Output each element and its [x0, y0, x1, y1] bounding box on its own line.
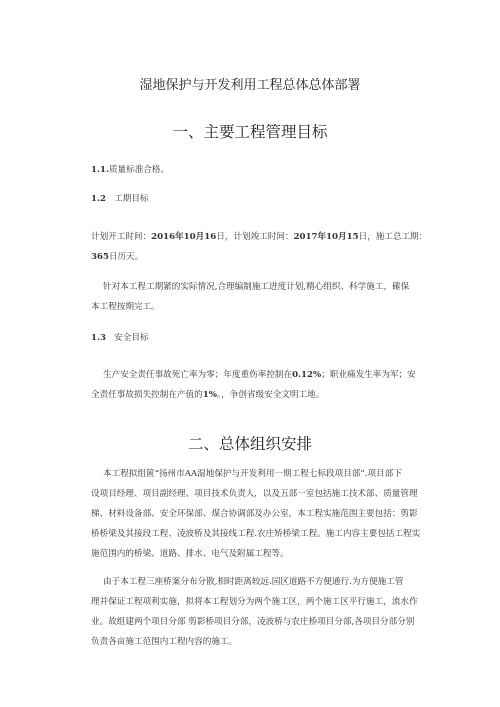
safety-line-1: [103, 368, 443, 380]
paragraph-line: 负责各亩施工范围内工程内容的施工。: [91, 637, 238, 647]
injury-rate: 0.12%: [292, 370, 322, 380]
end-label: 日，计划竣工时间：: [216, 232, 294, 242]
start-date: 2016年10月16: [151, 232, 217, 242]
duration-unit: 日历天。: [108, 252, 144, 262]
safety-goal-heading: [91, 331, 431, 343]
paragraph-line: 本工程拟组篋“扬州市AA湿地保护与开发利用一期工程七标段项目部”.项目部下: [103, 469, 402, 479]
safety-line-2: [91, 388, 431, 400]
quality-goal-line: [91, 163, 431, 175]
document-title: 湿地保护与开发利用工程总体总体部署: [139, 78, 361, 93]
safety-text-b: ；职业痛发生率为军；安: [321, 370, 416, 380]
safety-text-c: 全责任事故损失控制在产值的: [91, 390, 203, 400]
paragraph-line: 桥桥梁及其接段工程、凌波桥及其接线工程.农庄矫桥梁工程。施工内容主要包括工程实: [91, 529, 421, 539]
section-heading-management-goals: 一、主要工程管理目标: [172, 123, 328, 141]
schedule-line-4: 本工程按期完工。: [91, 302, 160, 312]
paragraph-line: 由于本工程三座桥案分布分散,相时距离较远.园区道路不方便通行.为方便施工管: [103, 577, 404, 587]
duration-label: 日，施工总工期：: [358, 232, 428, 242]
paragraph-line: 施范围内的桥梁、道路、排水、电气及附属工程等。: [91, 549, 289, 559]
schedule-line-3: 针对本工程工期紧的实际情况,合理编制施工进度计划,精心组织、科学施工，確保: [103, 282, 410, 292]
schedule-goal-heading: [91, 192, 431, 204]
schedule-line-1: [91, 230, 431, 242]
duration-days: 365: [91, 252, 109, 262]
loss-rate: 1%: [202, 390, 217, 400]
paragraph-line: 梯、材料设备部、安全环保部、煤合协调部及办公室，本工程实施范围主要包括：剪影: [91, 509, 418, 519]
paragraph-line: 设项目经理、项目副经理、项目技术负责人，以及五部一室包括施工技术部、质量管理: [91, 489, 418, 499]
paragraph-line: 业。故组建两个项目分部 剪影桥项目分部，凌波桥与农庄桥项目分部,各项目分部分别: [91, 617, 415, 627]
end-date: 2017年10月15: [293, 232, 359, 242]
schedule-line-2: [91, 250, 431, 262]
safety-text-a: 生产安全责任事故死亡率为零；年度重伤率控制在: [103, 370, 293, 380]
safety-number: 1.3: [91, 333, 106, 343]
schedule-label: 工期目标: [114, 194, 149, 204]
section-heading-organization: 二、总体组织安排: [187, 435, 312, 453]
safety-label: 安全目标: [114, 333, 149, 343]
paragraph-line: 理并保证工程项利实施，拟将本工程划分为两个施工区，两个施工区平行施工，流水作: [91, 597, 418, 607]
schedule-number: 1.2: [91, 194, 106, 204]
quality-number: 1.1.: [91, 165, 109, 175]
start-label: 计划开工时间：: [91, 232, 152, 242]
quality-text: 质量标准合格。: [108, 165, 170, 175]
safety-text-d: 。，争创省级安全文明工地。: [216, 390, 325, 400]
